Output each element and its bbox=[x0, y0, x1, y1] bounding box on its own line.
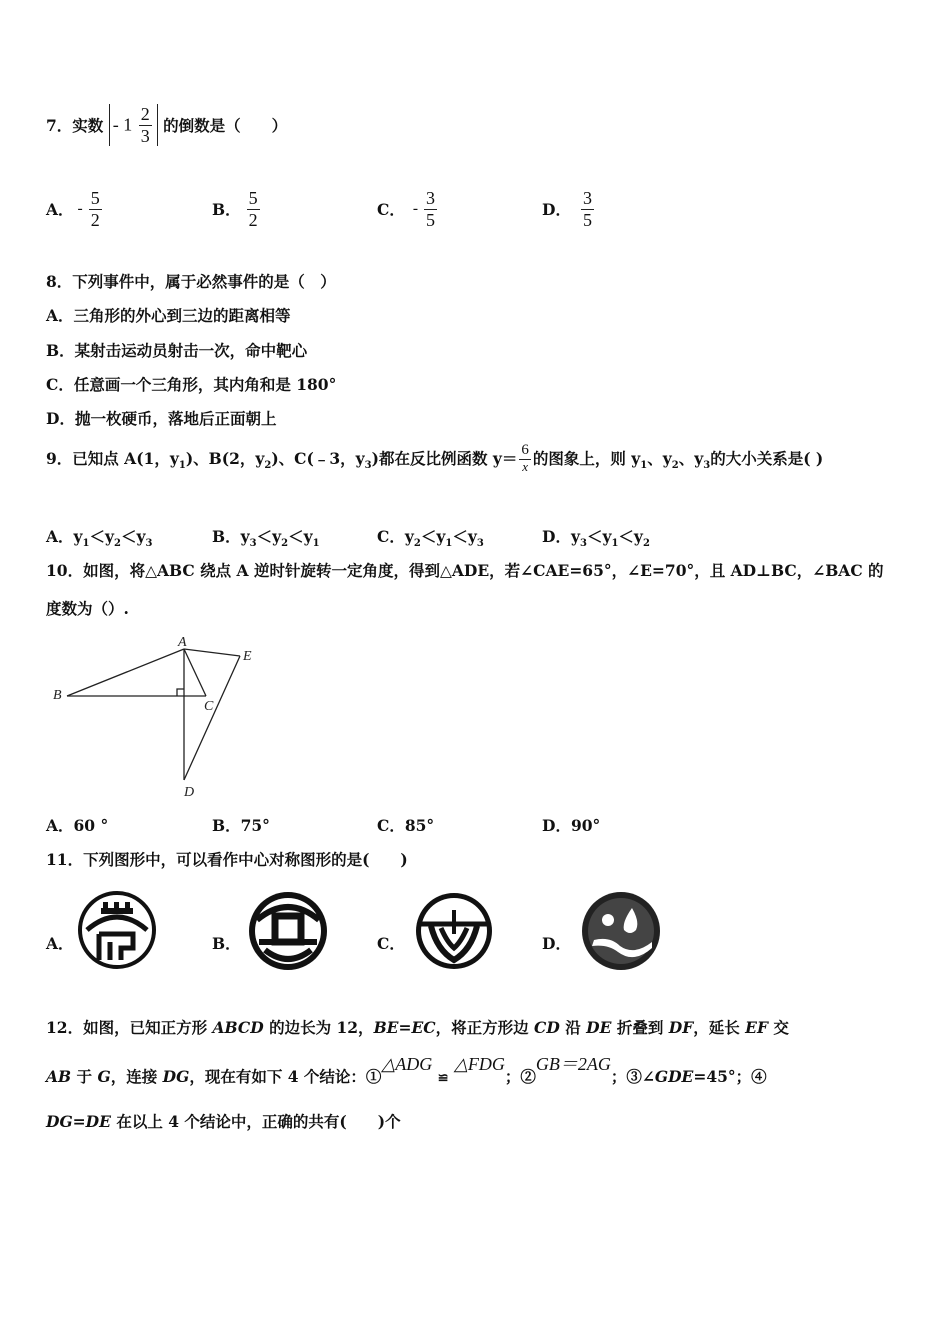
q9-sub: 2 bbox=[264, 459, 272, 471]
edge-ae bbox=[184, 649, 240, 656]
q7-option-a[interactable] bbox=[46, 188, 104, 230]
q9-option-a[interactable] bbox=[46, 525, 152, 549]
q7-stem bbox=[46, 104, 287, 146]
q9-fraction bbox=[519, 442, 531, 475]
q12-text: 折叠到 bbox=[616, 1018, 664, 1037]
q9-part: 的大小关系是( ) bbox=[710, 448, 824, 468]
q11-option-d-label[interactable]: D． bbox=[542, 934, 571, 953]
q12-text: 于 bbox=[76, 1067, 93, 1086]
q12-text: ；③∠ bbox=[610, 1067, 655, 1086]
q12-math: G bbox=[97, 1067, 111, 1086]
opt-sub: 2 bbox=[413, 538, 421, 550]
option-num: 3 bbox=[582, 188, 592, 208]
q8-option-b[interactable]: B．某射击运动员射击一次，命中靶心 bbox=[46, 341, 308, 360]
label-b: B bbox=[53, 688, 62, 703]
q9-option-b[interactable] bbox=[212, 525, 320, 549]
q9-part: 的图象上，则 y bbox=[532, 448, 641, 468]
q12-math: DG=DE bbox=[46, 1112, 111, 1131]
option-fraction bbox=[581, 188, 594, 230]
label-e: E bbox=[243, 649, 252, 664]
q8-stem: 8．下列事件中，属于必然事件的是（ ） bbox=[46, 272, 336, 291]
q9-part: 9．已知点 A(1，y bbox=[46, 448, 179, 468]
opt-sub: 2 bbox=[642, 538, 650, 550]
opt-sub: 1 bbox=[82, 538, 90, 550]
opt-part: ＜y bbox=[121, 527, 146, 546]
q10-triangle-figure bbox=[48, 630, 268, 802]
q12-text: ，延长 bbox=[693, 1018, 740, 1037]
q9-part: )、C(﹣3，y bbox=[271, 448, 365, 468]
q12-equation-gb: GB＝2AG bbox=[535, 1054, 611, 1074]
q7-prefix: 7．实数 bbox=[46, 116, 104, 136]
opt-sub: 3 bbox=[249, 538, 257, 550]
q12-math: CD bbox=[534, 1018, 560, 1037]
opt-sub: 2 bbox=[114, 538, 121, 550]
q12-text: 沿 bbox=[565, 1018, 581, 1037]
q12-math: AB bbox=[46, 1067, 72, 1086]
q8-option-a[interactable]: A．三角形的外心到三边的距离相等 bbox=[46, 306, 291, 325]
label-a: A bbox=[178, 635, 187, 650]
q11-stem: 11．下列图形中，可以看作中心对称图形的是( ) bbox=[46, 850, 408, 869]
opt-sub: 3 bbox=[145, 538, 153, 550]
q10-line2: 度数为（）. bbox=[46, 599, 129, 618]
q9-part: )都在反比例函数 y＝ bbox=[371, 448, 518, 468]
opt-part: y bbox=[73, 527, 83, 546]
q12-line3 bbox=[46, 1110, 401, 1132]
q7-option-b[interactable] bbox=[212, 188, 262, 230]
q10-option-b[interactable]: B．75° bbox=[212, 816, 270, 835]
option-sign: - bbox=[77, 200, 83, 218]
q9-option-c[interactable] bbox=[377, 525, 484, 549]
q12-text: ，将正方形边 bbox=[435, 1018, 529, 1037]
q9-sub: 1 bbox=[640, 459, 648, 471]
right-angle-mark bbox=[177, 689, 184, 696]
option-fraction bbox=[424, 188, 437, 230]
opt-part: ＜y bbox=[586, 527, 612, 546]
option-num: 3 bbox=[426, 188, 436, 208]
q11-option-b-label[interactable]: B． bbox=[212, 934, 241, 953]
q9-sub: 1 bbox=[178, 459, 186, 471]
q12-triangle-fdg: △FDG bbox=[453, 1054, 505, 1074]
q11-option-b-emblem[interactable] bbox=[245, 890, 331, 972]
q7-fraction bbox=[139, 104, 152, 146]
opt-sub: 3 bbox=[579, 538, 587, 550]
q9-text bbox=[46, 448, 518, 471]
q12-text: 12．如图，已知正方形 bbox=[46, 1018, 208, 1037]
q12-math: EF bbox=[745, 1018, 768, 1037]
q7-frac-den: 3 bbox=[140, 125, 150, 146]
q12-math: DF bbox=[668, 1018, 694, 1037]
option-num: 5 bbox=[248, 188, 258, 208]
q9-option-d[interactable] bbox=[542, 525, 650, 549]
label-d: D bbox=[184, 785, 195, 800]
q9-part: )、B(2，y bbox=[185, 448, 265, 468]
opt-sub: 1 bbox=[312, 538, 320, 550]
option-label: C． bbox=[377, 200, 405, 220]
opt-sub: 2 bbox=[281, 538, 289, 550]
label-c: C bbox=[204, 699, 214, 714]
q9-frac-den: x bbox=[519, 459, 531, 475]
q10-option-d[interactable]: D．90° bbox=[542, 816, 601, 835]
option-den: 2 bbox=[90, 209, 100, 230]
q11-option-a-label[interactable]: A． bbox=[46, 934, 74, 953]
option-label: B． bbox=[212, 200, 241, 220]
q7-frac-num: 2 bbox=[140, 104, 150, 124]
q8-option-c[interactable]: C．任意画一个三角形，其内角和是 180° bbox=[46, 375, 337, 394]
q12-math: ABCD bbox=[212, 1018, 264, 1037]
option-label: C． bbox=[377, 527, 405, 546]
opt-part: ＜y bbox=[452, 527, 477, 546]
option-fraction bbox=[247, 188, 260, 230]
q9-part: 、y bbox=[647, 448, 672, 468]
opt-sub: 1 bbox=[445, 538, 453, 550]
q12-text: 交 bbox=[773, 1018, 789, 1037]
q11-option-c-emblem[interactable] bbox=[413, 890, 495, 972]
q12-line1 bbox=[46, 1016, 789, 1038]
opt-part: y bbox=[570, 527, 580, 546]
q9-sub: 2 bbox=[671, 459, 679, 471]
option-den: 2 bbox=[248, 209, 258, 230]
q11-option-c-label[interactable]: C． bbox=[377, 934, 405, 953]
q12-congruent-symbol: ≌ bbox=[437, 1071, 449, 1086]
edge-ab bbox=[67, 649, 184, 696]
q7-option-c[interactable] bbox=[377, 188, 439, 230]
opt-part: ＜y bbox=[256, 527, 282, 546]
q9-sub: 3 bbox=[703, 459, 711, 471]
option-den: 5 bbox=[582, 209, 592, 230]
q12-text: =45°；④ bbox=[693, 1067, 767, 1086]
option-num: 5 bbox=[90, 188, 100, 208]
q12-text: 在以上 4 个结论中，正确的共有( )个 bbox=[116, 1112, 401, 1131]
q12-math: DG bbox=[162, 1067, 190, 1086]
q10-line1: 10．如图，将△ABC 绕点 A 逆时针旋转一定角度，得到△ADE，若∠CAE=65°，∠E=70°，且 AD⊥BC，∠BAC 的 bbox=[46, 561, 884, 580]
option-den: 5 bbox=[426, 209, 436, 230]
q12-text: ，连接 bbox=[110, 1067, 158, 1086]
q7-option-d[interactable] bbox=[542, 188, 596, 230]
option-label: D． bbox=[542, 527, 571, 546]
q12-text: ；② bbox=[504, 1067, 536, 1086]
option-label: A． bbox=[46, 200, 74, 220]
q11-option-a-emblem[interactable] bbox=[77, 890, 157, 970]
q11-option-d-emblem[interactable] bbox=[580, 890, 662, 972]
q9-stem bbox=[46, 442, 823, 475]
edge-ac bbox=[184, 649, 206, 696]
option-fraction bbox=[89, 188, 102, 230]
edge-de bbox=[184, 656, 240, 780]
q12-line2 bbox=[46, 1054, 767, 1088]
q7-neg-int: - 1 bbox=[112, 114, 133, 135]
opt-sub: 1 bbox=[611, 538, 619, 550]
q12-math: DE bbox=[586, 1018, 612, 1037]
q8-option-d[interactable]: D．抛一枚硬币，落地后正面朝上 bbox=[46, 409, 277, 428]
opt-part: ＜y bbox=[618, 527, 643, 546]
option-label: A． bbox=[46, 527, 74, 546]
q7-suffix: 的倒数是（ ） bbox=[163, 116, 288, 136]
opt-part: ＜y bbox=[288, 527, 313, 546]
option-label: B． bbox=[212, 527, 241, 546]
option-label: D． bbox=[542, 200, 571, 220]
q10-option-c[interactable]: C．85° bbox=[377, 816, 435, 835]
q7-abs-value bbox=[109, 104, 158, 146]
q9-part: 、y bbox=[678, 448, 704, 468]
opt-sub: 3 bbox=[476, 538, 484, 550]
q12-math: BE=EC bbox=[373, 1018, 436, 1037]
q12-triangle-adg: △ADG bbox=[381, 1054, 433, 1074]
q9-text-2 bbox=[532, 448, 824, 471]
q9-sub: 3 bbox=[364, 459, 372, 471]
opt-part: y bbox=[240, 527, 250, 546]
opt-part: y bbox=[404, 527, 414, 546]
opt-part: ＜y bbox=[89, 527, 115, 546]
q9-frac-num: 6 bbox=[521, 442, 529, 458]
option-sign: - bbox=[412, 200, 419, 218]
q12-text: 的边长为 12， bbox=[269, 1018, 374, 1037]
q12-text: ，现在有如下 4 个结论：① bbox=[189, 1067, 382, 1086]
q10-option-a[interactable]: A．60 ° bbox=[46, 816, 109, 835]
q12-math: GDE bbox=[654, 1067, 694, 1086]
opt-part: ＜y bbox=[420, 527, 446, 546]
